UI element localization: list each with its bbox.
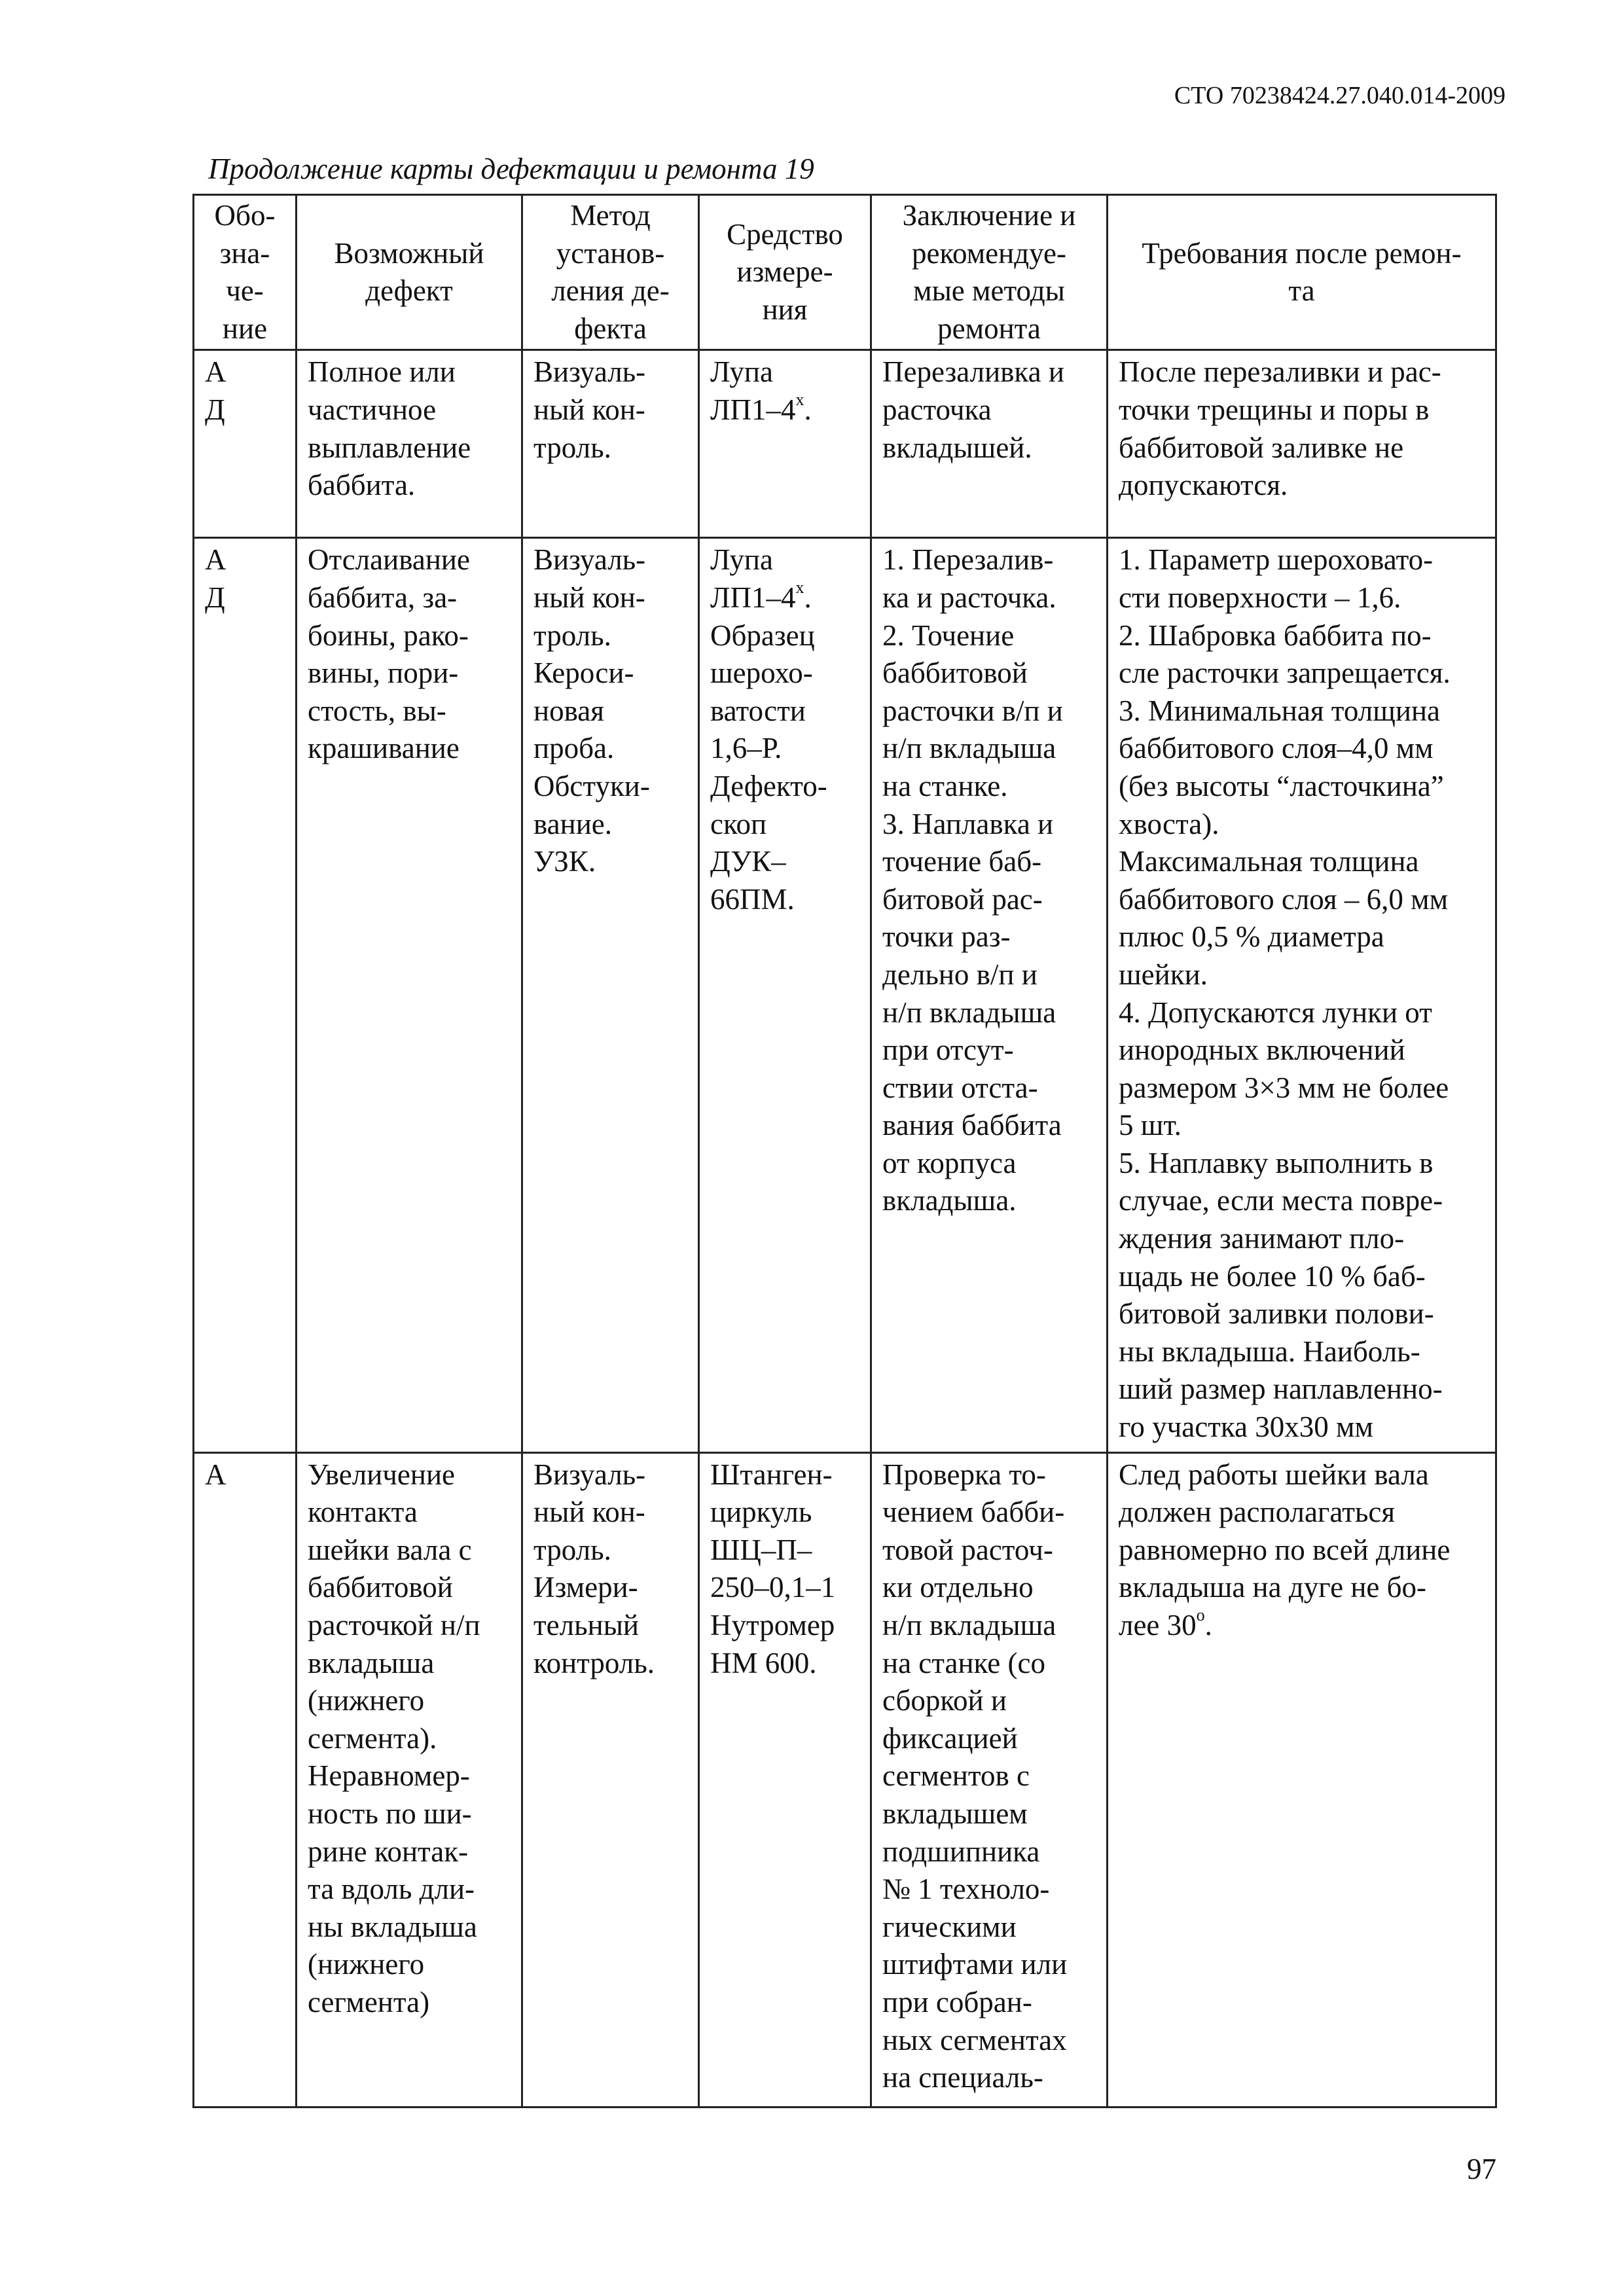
table-row bbox=[194, 1452, 1496, 2107]
document-code: СТО 70238424.27.040.014-2009 bbox=[1174, 82, 1506, 109]
header-method: Метод установ- ления де- фекта bbox=[522, 195, 699, 350]
cell-repair: 1. Перезалив- ка и расточка. 2. Точение баббитовой расточки в/п и н/п вкладыша на станке. 3. Наплавка и точение баб- битовой рас- точки раз- дельно в/п и н/п вкладыша при отсут- ствии отста- вания баббита от корпуса вкладыша. bbox=[871, 538, 1108, 1452]
page-number: 97 bbox=[1467, 2153, 1496, 2185]
cell-tool: Лупа $ЛП1-4^х$. Образец шерохо- ватости 1,6–Р. Дефекто- скоп ДУК– 66ПМ. bbox=[699, 538, 871, 1452]
table-row bbox=[194, 350, 1496, 538]
table-header-row bbox=[194, 195, 1496, 350]
cell-defect: Увеличение контакта шейки вала с баббитовой расточкой н/п вкладыша (нижнего сегмента). Неравномер- ность по ши- рине контак- та вдоль дли- ны вкладыша (нижнего сегмента) bbox=[297, 1452, 522, 2107]
cell-defect: Отслаивание баббита, за- боины, рако- вины, пори- стость, вы- крашивание bbox=[297, 538, 522, 1452]
cell-method: Визуаль- ный кон- троль. Измери- тельный контроль. bbox=[522, 1452, 699, 2107]
header-repair: Заключение и рекомендуе- мые методы ремонта bbox=[871, 195, 1108, 350]
cell-defect: Полное или частичное выплавление баббита. bbox=[297, 350, 522, 538]
cell-repair: Перезаливка и расточка вкладышей. bbox=[871, 350, 1108, 538]
cell-method: Визуаль- ный кон- троль. bbox=[522, 350, 699, 538]
header-tool: Средство измере- ния bbox=[699, 195, 871, 350]
header-defect: Возможный дефект bbox=[297, 195, 522, 350]
cell-requirements: 1. Параметр шероховато- сти поверхности – 1,6. 2. Шабровка баббита по- сле расточки запрещается. 3. Минимальная толщина баббитового слоя–4,0 мм (без высоты “ласточкина” хвоста). Максимальная толщина баббитового слоя – 6,0 мм плюс 0,5 % диаметра шейки. 4. Допускаются лунки от инородных включений размером 3×3 мм не более 5 шт. 5. Наплавку выполнить в случае, если места повре- ждения занимают пло- щадь не более 10 % баб- битовой заливки полови- ны вкладыша. Наиболь- ший размер наплавленно- го участка 30х30 мм bbox=[1108, 538, 1496, 1452]
defect-repair-table bbox=[192, 194, 1497, 2108]
table-caption: Продолжение карты дефектации и ремонта 19 bbox=[208, 152, 814, 185]
cell-designation: А Д bbox=[194, 350, 297, 538]
header-designation: Обо- зна- че- ние bbox=[194, 195, 297, 350]
table-row bbox=[194, 538, 1496, 1452]
cell-method: Визуаль- ный кон- троль. Кероси- новая проба. Обстуки- вание. УЗК. bbox=[522, 538, 699, 1452]
header-requirements: Требования после ремон- та bbox=[1108, 195, 1496, 350]
cell-designation: А Д bbox=[194, 538, 297, 1452]
cell-repair: Проверка то- чением бабби- товой расточ- ки отдельно н/п вкладыша на станке (со сборкой и фиксацией сегментов с вкладышем подшипника № 1 техноло- гическими штифтами или при собран- ных сегментах на специаль- bbox=[871, 1452, 1108, 2107]
cell-requirements: После перезаливки и рас- точки трещины и поры в баббитовой заливке не допускаются. bbox=[1108, 350, 1496, 538]
cell-designation: А bbox=[194, 1452, 297, 2107]
cell-requirements: След работы шейки вала должен располагаться равномерно по всей длине вкладыша на дуге не бо- лее $30^о$. bbox=[1108, 1452, 1496, 2107]
cell-tool: Лупа $ЛП1-4^х$. bbox=[699, 350, 871, 538]
cell-tool: Штанген- циркуль ШЦ–П– 250–0,1–1 Нутромер НМ 600. bbox=[699, 1452, 871, 2107]
